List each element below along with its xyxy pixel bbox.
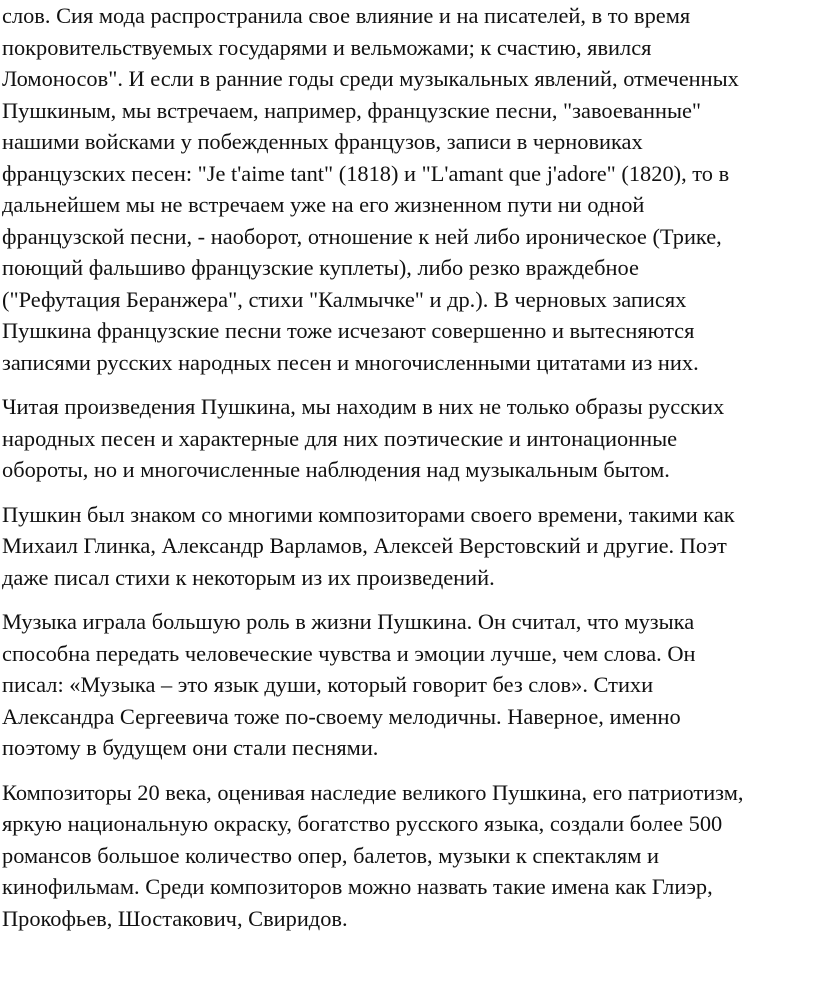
- text-line: романсов большое количество опер, балетов, музыки к спектаклям и: [2, 842, 659, 868]
- text-line: Михаил Глинка, Александр Варламов, Алексей Верстовский и другие. Поэт: [2, 533, 727, 558]
- paragraph-composers-of-time: [2, 499, 816, 594]
- text-line: французской песни, - наоборот, отношение к ней либо ироническое (Трике,: [2, 223, 722, 249]
- paragraph-folk-songs: [2, 391, 816, 486]
- text-line: Прокофьев, Шостакович, Свиридов.: [2, 905, 348, 931]
- text-line: способна передать человеческие чувства и эмоции лучше, чем слова. Он: [2, 640, 696, 666]
- text-line: поющий фальшиво французские куплеты), либо резко враждебное: [2, 255, 639, 280]
- text-line: дальнейшем мы не встречаем уже на его жизненном пути ни одной: [2, 192, 645, 217]
- paragraph-french-songs: [2, 0, 816, 378]
- text-line: народных песен и характерные для них поэтические и интонационные: [2, 425, 678, 451]
- text-line: записями русских народных песен и многочисленными цитатами из них.: [2, 349, 699, 375]
- paragraph-music-role: [2, 606, 816, 764]
- text-line: яркую национальную окраску, богатство русского языка, создали более 500: [2, 811, 723, 836]
- text-line: Пушкина французские песни тоже исчезают совершенно и вытесняются: [2, 318, 695, 343]
- text-line: слов. Сия мода распространила свое влияние и на писателей, в то время: [2, 3, 691, 28]
- text-line: Читая произведения Пушкина, мы находим в них не только образы русских: [2, 394, 725, 419]
- text-line: кинофильмам. Среди композиторов можно назвать такие имена как Глиэр,: [2, 874, 713, 899]
- text-line: Пушкиным, мы встречаем, например, французские песни, "завоеванные": [2, 97, 702, 123]
- text-line: ("Рефутация Беранжера", стихи "Калмычке" и др.). В черновых записях: [2, 286, 687, 312]
- paragraph-20th-century-composers: [2, 777, 816, 935]
- text-line: Александра Сергеевича тоже по-своему мелодичны. Наверное, именно: [2, 703, 681, 729]
- text-line: писал: «Музыка – это язык души, который говорит без слов». Стихи: [2, 672, 654, 697]
- text-line: Музыка играла большую роль в жизни Пушкина. Он считал, что музыка: [2, 609, 695, 634]
- text-line: даже писал стихи к некоторым из их произведений.: [2, 564, 495, 590]
- text-line: французских песен: "Je t'aime tant" (1818) и "L'amant que j'adore" (1820), то в: [2, 160, 730, 186]
- text-line: Ломоносов". И если в ранние годы среди музыкальных явлений, отмеченных: [2, 66, 739, 91]
- text-line: Композиторы 20 века, оценивая наследие великого Пушкина, его патриотизм,: [2, 779, 744, 805]
- text-line: покровительствуемых государями и вельможами; к счастию, явился: [2, 34, 652, 60]
- text-line: нашими войсками у побежденных французов, записи в черновиках: [2, 129, 643, 154]
- text-line: поэтому в будущем они стали песнями.: [2, 735, 379, 760]
- text-line: обороты, но и многочисленные наблюдения над музыкальным бытом.: [2, 457, 670, 482]
- text-line: Пушкин был знаком со многими композиторами своего времени, такими как: [2, 501, 735, 527]
